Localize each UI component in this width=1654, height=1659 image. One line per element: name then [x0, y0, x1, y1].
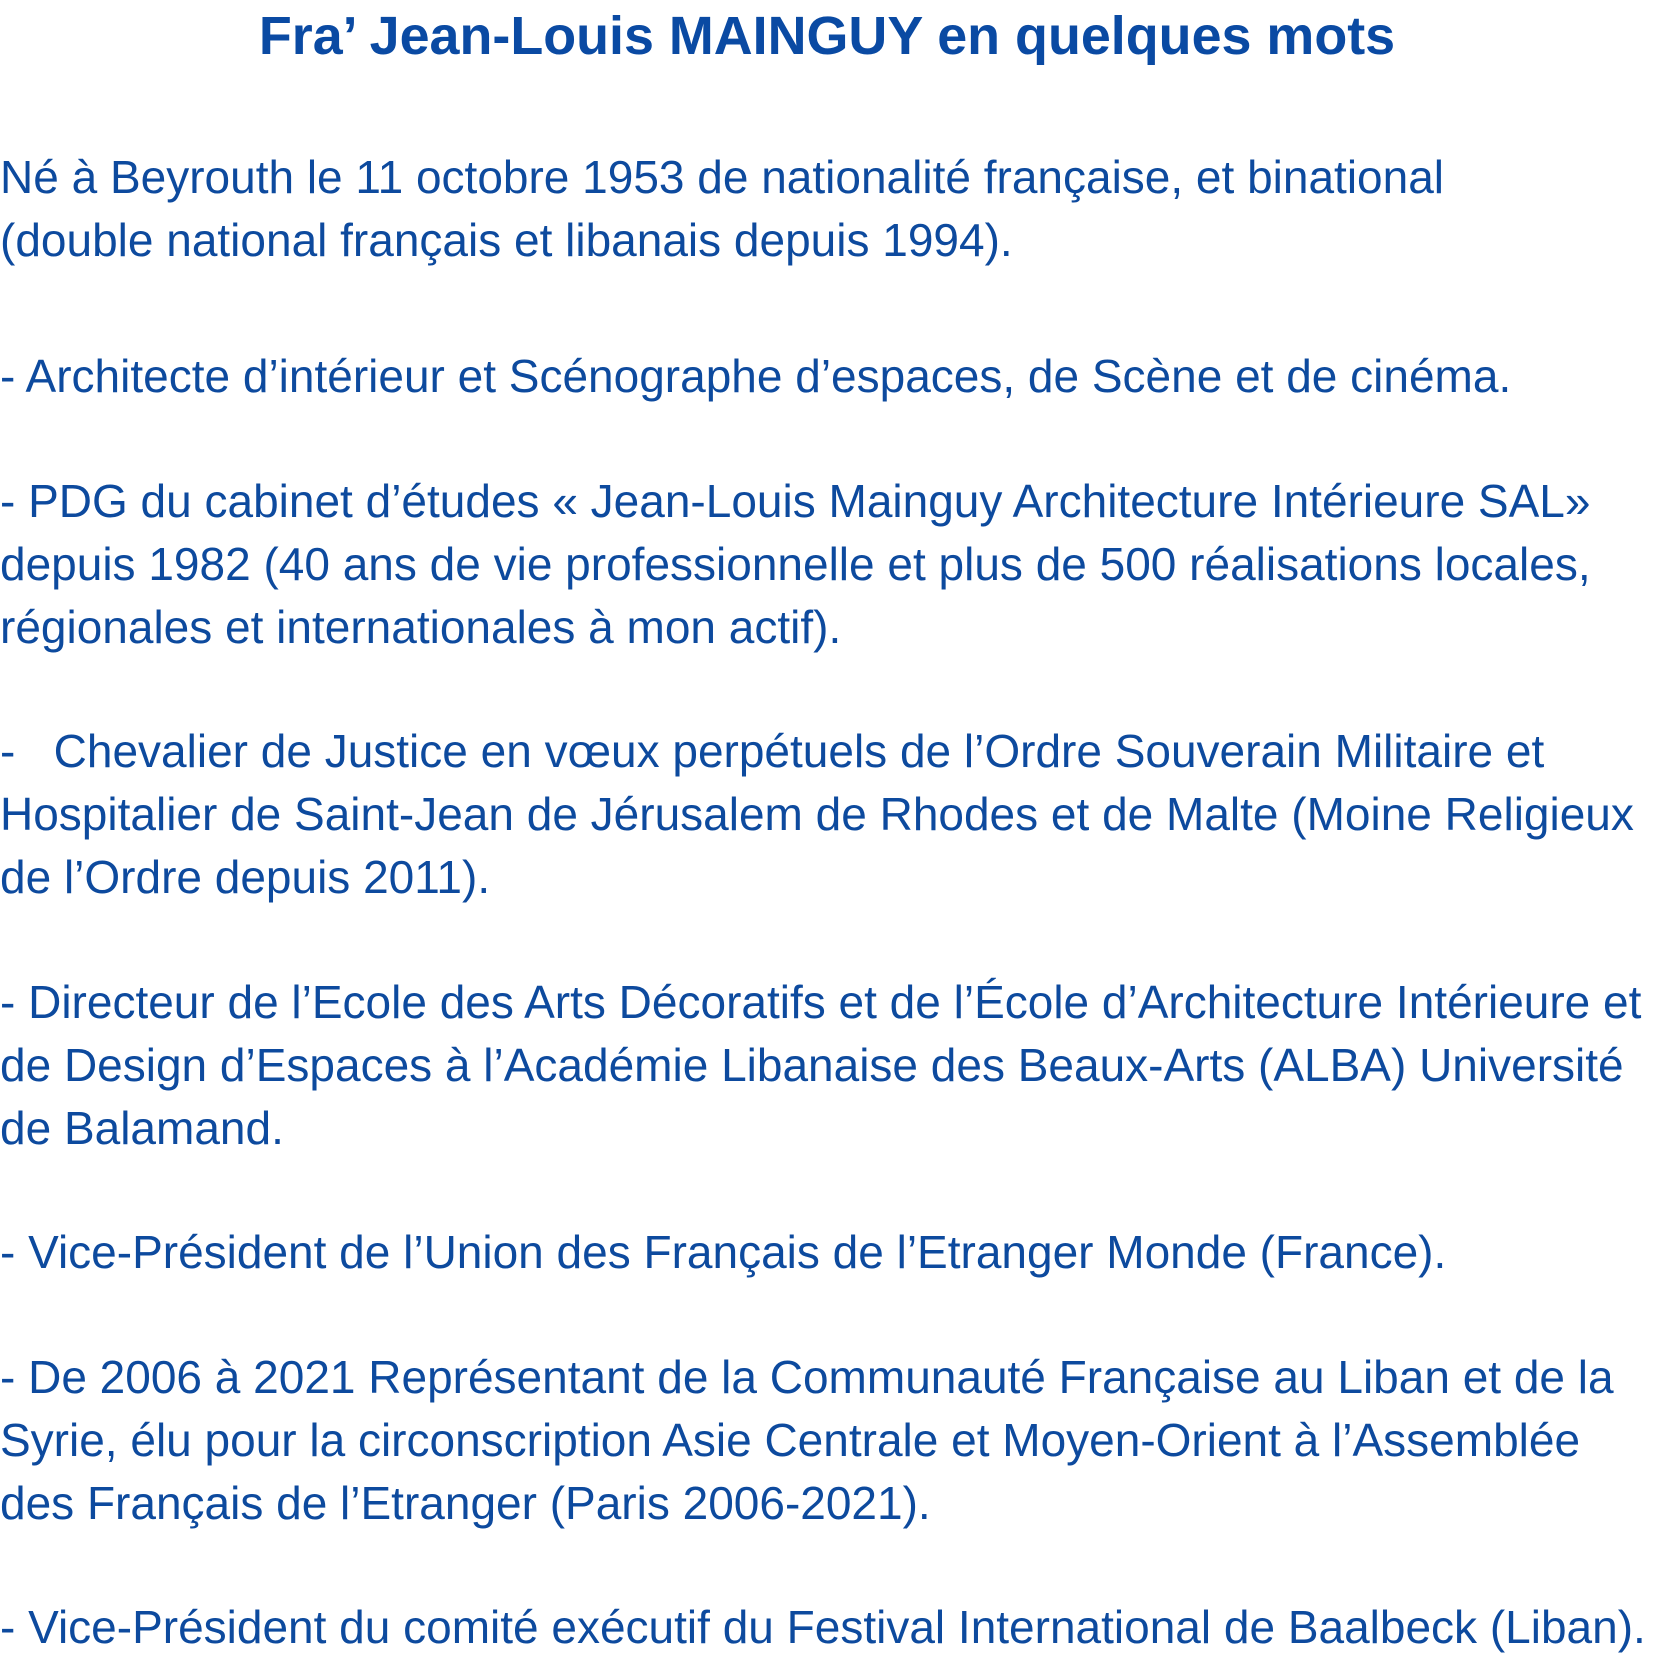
text-line: - Vice-Président du comité exécutif du Festival International de Baalbeck (Liban).: [0, 1601, 1646, 1653]
text-line: de l’Ordre depuis 2011).: [0, 851, 491, 903]
paragraph-vice-president-ufe: [0, 1221, 1446, 1284]
paragraph-baalbeck: [0, 1596, 1646, 1659]
text-line: régionales et internationales à mon actif).: [0, 601, 842, 653]
text-line: (double national français et libanais depuis 1994).: [0, 214, 1013, 266]
text-line: - Directeur de l’Ecole des Arts Décoratifs et de l’École d’Architecture Intérieure et: [0, 976, 1642, 1028]
paragraph-chevalier: [0, 720, 1634, 909]
paragraph-pdg: [0, 470, 1591, 659]
text-line: Hospitalier de Saint-Jean de Jérusalem de Rhodes et de Malte (Moine Religieux: [0, 788, 1634, 840]
paragraph-representant: [0, 1346, 1614, 1535]
text-line: Syrie, élu pour la circonscription Asie Centrale et Moyen-Orient à l’Assemblée: [0, 1414, 1581, 1466]
paragraph-directeur: [0, 971, 1641, 1160]
text-line: - Chevalier de Justice en vœux perpétuels de l’Ordre Souverain Militaire et: [0, 725, 1545, 777]
text-line: de Balamand.: [0, 1102, 284, 1154]
text-line: de Design d’Espaces à l’Académie Libanaise des Beaux-Arts (ALBA) Université: [0, 1039, 1624, 1091]
page-title: Fra’ Jean-Louis MAINGUY en quelques mots: [258, 6, 1396, 66]
text-line: - De 2006 à 2021 Représentant de la Communauté Française au Liban et de la: [0, 1351, 1614, 1403]
paragraph-architecte: [0, 345, 1511, 408]
text-line: - Architecte d’intérieur et Scénographe d’espaces, de Scène et de cinéma.: [0, 350, 1512, 402]
text-line: - Vice-Président de l’Union des Français de l’Etranger Monde (France).: [0, 1226, 1447, 1278]
text-line: depuis 1982 (40 ans de vie professionnelle et plus de 500 réalisations locales,: [0, 538, 1591, 590]
text-line: - PDG du cabinet d’études « Jean-Louis Mainguy Architecture Intérieure SAL»: [0, 475, 1591, 527]
text-line: Né à Beyrouth le 11 octobre 1953 de nationalité française, et binational: [0, 151, 1445, 203]
text-line: des Français de l’Etranger (Paris 2006-2021).: [0, 1477, 931, 1529]
paragraph-birth-nationality: [0, 146, 1444, 272]
